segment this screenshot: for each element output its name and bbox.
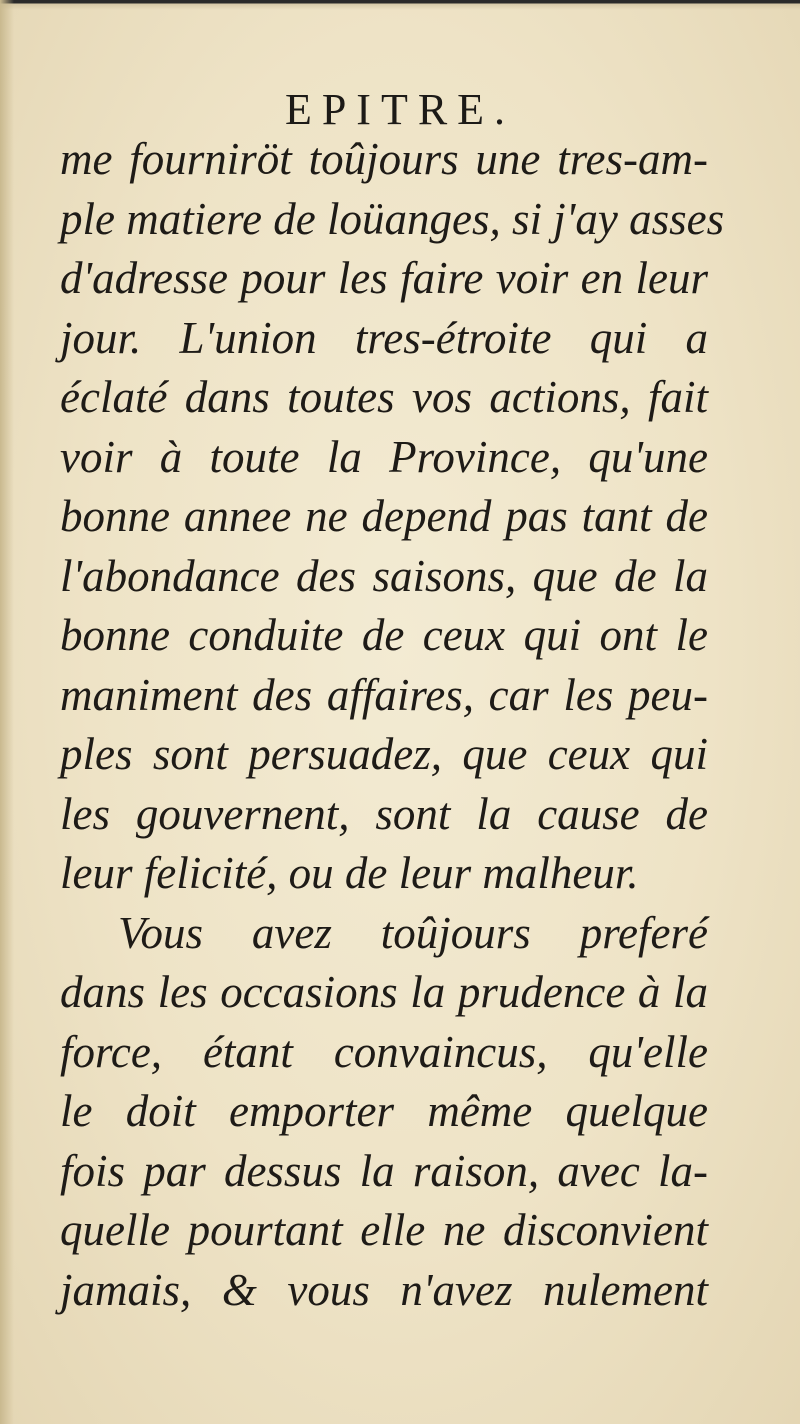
text-line: jour. L'union tres-étroite qui a xyxy=(60,312,708,363)
page-gutter-shadow xyxy=(0,0,14,1424)
paragraph-end-line: leur felicité, ou de leur malheur. xyxy=(60,848,639,898)
page-top-edge xyxy=(0,0,800,10)
text-line: voir à toute la Province, qu'une xyxy=(60,431,708,482)
text-line: ples sont persuadez, que ceux qui xyxy=(60,729,708,779)
running-head: EPITRE. xyxy=(284,85,516,134)
text-line: jamais, & vous n'avez nulement xyxy=(60,1264,708,1315)
text-line: d'adresse pour les faire voir en leur xyxy=(60,253,708,303)
text-line: les gouvernent, sont la cause de xyxy=(60,788,708,839)
text-line: force, étant convaincus, qu'elle xyxy=(60,1026,708,1077)
text-line: me fourniröt toûjours une tres-am- xyxy=(60,134,708,184)
text-line: l'abondance des saisons, que de la xyxy=(60,550,708,601)
text-line: fois par dessus la raison, avec la- xyxy=(60,1145,708,1196)
text-line: le doit emporter même quelque xyxy=(60,1086,708,1136)
text-line: quelle pourtant elle ne disconvient xyxy=(60,1205,708,1255)
text-line: ple matiere de loüanges, si j'ay asses xyxy=(60,193,725,244)
text-line: bonne conduite de ceux qui ont le xyxy=(60,610,708,660)
body-text xyxy=(60,130,725,1320)
text-line: dans les occasions la prudence à la xyxy=(60,967,708,1017)
text-line: éclaté dans toutes vos actions, fait xyxy=(60,372,708,422)
text-line: maniment des affaires, car les peu- xyxy=(60,669,708,720)
paragraph-start-line: Vous avez toûjours preferé xyxy=(118,907,708,958)
text-line: bonne annee ne depend pas tant de xyxy=(60,491,708,541)
